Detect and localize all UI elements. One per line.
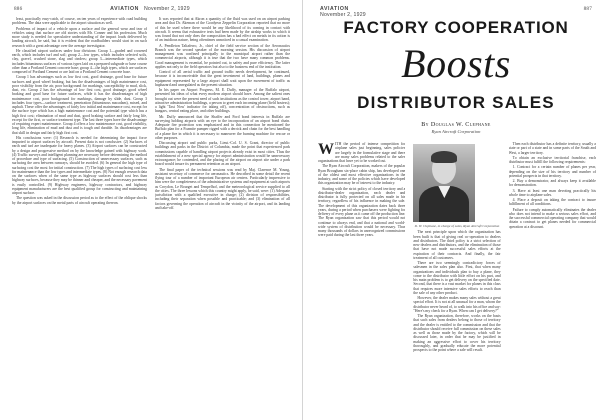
paragraph-text: A. Pendleton Taliaferro, Jr., chief of the field service section of the Aeronautics Branch was the second speaker of the morning session. His discussion of airport management was confined principally to the municipal airport rather than the commercial airports, although it is true that the two have many common problems. Good management is essential, he pointed out, to safety and pure efficiency. The latter applies not only to the field operators but also to the business end of the institution. — [155, 43, 290, 69]
paragraph — [318, 164, 405, 185]
text-column — [509, 142, 596, 416]
paragraph-text: Problems of impact of a vehicle upon a surface and the general wear and tear of vehicles using that surface are old stories with Mr. Conner and his profession. Much more study is needed for speculative understanding of the impact loads delivered by landing aircraft, he said, but it is evident that the roadbuilders would start in on such research with a great advantage over the average investigator. — [12, 26, 147, 48]
headline-line-3: DISTRIBUTOR SALES — [357, 93, 555, 112]
paragraph — [509, 165, 596, 178]
paragraph-text: The question was asked in the discussion period as to the effect of the oblique shocks by the airport surfaces on the metal parts of aircraft operating thereon. — [12, 196, 147, 205]
paragraph — [413, 314, 500, 352]
text-column — [12, 17, 147, 416]
paragraph — [155, 115, 290, 141]
running-head-date: November 2, 1929 — [320, 12, 366, 18]
paragraph — [509, 156, 596, 165]
paragraph-text: The Ryan organization, therefore, works on the basis that such sales from dealers belong to those of territory and the dealer is entitled to the commission and that the distributor should receive full commission on these sales as well as those made by the factory, which will be discussed later, in order that he may be justified in making an aggressive effort to cover his territory thoroughly, and gradually educate the more potential prospects to the point where a sale will result. — [413, 314, 501, 352]
paragraph-text: Starting with the strict policy of closed territory and a distributor-dealer organization, each dealer and distributor is fully protected on all sales made in his territory, regardless of his influence in making the sale. The development of this organization dates back three years, during a period when purchasers were fighting for delivery of every plane as it came off the production line. The Ryan organization saw that this period would not continue to always end, and that a national and world-wide system of distribution would be necessary. Thus many thousands of dollars in unrecognized commissions were paid during the last three years. — [318, 186, 406, 238]
paragraph-text: The Ryan Aircraft Corporation, makers of the popular Ryan Brougham six-place cabin ship, has developed one of the oldest and most effective organizations in the industry, and some of the policies which have developed this organization may be of interest to the industry. — [318, 164, 406, 186]
paragraph-text: He classified airport surfaces under four divisions: Group 1—graded and crowned earth, which includes turf and soil; group 2—low types, which includes selected soils, clay, gravel, crushed stone, slag and cinders; group 3—intermediate types, which includes bituminous surfaces of various types laid on a prepared subgrade or base course other than a Portland Cement concrete base; group 4—the high types, which are surfaces composed of Portland Cement or are laid on a Portland Cement concrete base. — [12, 48, 147, 74]
paragraph — [12, 49, 147, 75]
paragraph — [509, 198, 596, 207]
headline-line-2: Boosts — [401, 41, 511, 86]
paragraph-text: In his paper on Airport Progress, M. E. Duffy, manager of the Buffalo airport, presented his ideas of what every modern airport should have. Among the salient ones brought out were the present need of such institutions as the control tower, airport band, attractive administration buildings, a person to greet each incoming plane (field hostess); a light 'Taxi Now' indicator for taking off), concentration of obstructions, such as hangars, central eating place, and other buildings. — [155, 88, 290, 114]
running-head-date: November 2, 1929 — [143, 6, 190, 12]
paragraph-text: Failure to comply automatically eliminates the dealer who does not intend to make a serious sales effort, and the successful commercial operating company that would obtain a contract to get planes needed for commercial operation at a discount. — [508, 207, 596, 229]
paragraph-text: There are two seemingly contradictory forces of salesmen in the sales plan also. First, that when many organizations and individuals plan to buy a plane, they come to the distributor with little effort on his part, and his main problem is to get delivery on the specified date. Second, that there is a vast market for planes in this class that requires more intensive sales efforts to reach than the sale of any other product. — [413, 261, 501, 295]
paragraph — [155, 44, 290, 70]
drop-cap: W — [318, 142, 334, 158]
paragraph-text: It was reported that at Akron a quantity of the fluid was used on an airport parking area and that Dr. Akeman of the Goodyear Zeppelin Corporation reported that no more of this be used where there would be any likelihood of its coming in contact with aircraft. It seems that exhaustive tests had been made by the airship works to which it was found that not only does the composition has a bad effect on metals in its action is of an insidious nature, being oftentimes unnoticed in a casual examination. — [155, 17, 290, 43]
paragraph-text: His conclusions were: (1) Research is needed for determining the impact force imparted to airport surfaces by aircraft. Present data is not conclusive. (2) Surfaces of earth and turf are inadequate for heavy planes. (3) Airport surfaces can be constructed by a design and progressive method on by the knowledge gained with highway work. (4) Traffic surveys and intelligent planning are necessary before determining the method of procedure and type of surfacing. (5) Construction of unnecessary surfaces, such as surfacing the area between runways, should be avoided. (6) In general the high type of surfacing cost the most for initial construction. (7) The high types of surfacing cost less for maintenance than the low types and intermediate types. (8) Not enough research data on the surfaces when of the same type as highway surfaces should cost less than highway surfaces, because they may be thinner and cheaper, and the necessary pavement is easily controlled. (9) Highway engineers, highway contractors, and highway equipment manufacturers are the best qualified group for constructing and maintaining airport surface. — [12, 135, 147, 195]
photo-caption: D. W. Clephane, in charge of sales, Ryan Aircraft Corporation — [414, 224, 500, 228]
paragraph — [318, 187, 405, 238]
paragraph-text: Group 1 has advantages such as low first cost, good drainage, good base for future surfaces and good wheel braking, but has the disadvantages of high maintenance cost, poor visibility from the air, poor background for markings, susceptibility to mud, slick, dust, etc. Group 2 has the advantage of low first cost, good drainage, good wheel braking and good base for future surfaces, while it has the disadvantages of high maintenance cost, poor background for markings, damage by slide, dust. Group 3 includes four types—surface treatment, penetration (bituminous macadam), mixed, and asphalt. These offer the advantages of fairly low initial and maintenance cost, except for the surface type which has a high maintenance cost and the potential type which has a high first cost; elimination of mud and dust, good braking surface and fairly long life, except for the first, or surface treatment type. The last three types have the disadvantage of requiring expert maintenance. Group 4 offers a low maintenance cost, good visibility, long life, elimination of mud and dust and is tough and durable. Its disadvantages are that skill in design and fairly high first cost. — [12, 75, 147, 135]
paragraph — [509, 189, 596, 198]
paragraph — [12, 27, 147, 48]
text-column — [155, 17, 290, 416]
paragraph-text: least, practically easy-catch, of course, on ten years of experience with road building problems. The data were applicable to the airport situation as well. — [12, 17, 147, 26]
paragraph-text: The next principle upon which the organization has been built is that of giving real co-operation to dealers and distributors. The third policy is a strict selection of new dealers and distributors, and the elimination of those that have not made successful sales efforts at the expiration of their contracts. And finally, the fair treatment of all customers. — [413, 230, 501, 260]
paragraph — [155, 88, 290, 114]
paragraph-text: ITH the period of intense competition for airplane sales just beginning, sales policies are largely in the formulative stage and there are many sales problems related to the sales organizations that have yet to be worked out. — [318, 142, 406, 163]
right-text-columns — [318, 142, 596, 416]
paragraph-text: Control of all aerial traffic and ground traffic needs development, he continued, because it is inconceivable that the great investment of land, buildings, planes and equipment represented by a large airport shall wait upon the movement of traffic as haphazard and unregulated as the present situation. — [155, 70, 290, 87]
page-gutter — [302, 0, 303, 420]
paragraph — [509, 142, 596, 155]
paragraph-text: The final paper of the technical sessions was read by Maj. Clarence M. Young, assistant secretary of commerce for aeronautics. He described in some detail the recent flying tour of a number of important European air centers. Particularly impressive to him were the completeness of the administrative systems and equipment at such airports as Croydon, Le Bourget and Tempelhof, and the meteorological service supplied to all the cities. The three lessons which this country might apply, he said, were: (1) Adequate jurisdiction with a qualified executive in charge; (2) division of responsibilities, including their separation when possible and practicable; and (3) elimination of all factors governing the operation of aircraft in the vicinity of the airport, and its landing and take-off. — [155, 167, 290, 210]
author-photo — [413, 144, 475, 222]
paragraph — [12, 75, 147, 135]
left-text-columns — [12, 17, 290, 416]
headline-line-1: FACTORY COOPERATION — [343, 18, 569, 37]
paragraph-text: Then each distributor has a definite territory, usually a state or part of a state and in some parts of the South and West, a larger territory. — [508, 142, 596, 155]
paragraph — [509, 179, 596, 188]
page-number-left: 886 — [14, 6, 23, 12]
paragraph-text: 2. Buy a demonstrator, and always keep it available for demonstration. — [508, 179, 596, 188]
paragraph-text: 3. Have at least one man devoting practically his whole time to airplane sales. — [508, 188, 596, 197]
paragraph-text: Discussing airport and public parks, Lieut.-Col. U. S. Grant, director of public buildings and parks in the District of Columbia, made the point that experienced park commissions capable of handling airport projects already exist in most cities. Thus the establishment of a new special agency for airport administration would be unnecessary extravagance; he contended, and the placing of the airport on airport site under a park board would insure its permanent retention as an airport. — [155, 141, 290, 167]
paragraph — [12, 136, 147, 196]
running-head-right — [320, 6, 366, 18]
text-column — [413, 142, 500, 416]
left-page — [0, 0, 300, 420]
paragraph — [413, 230, 500, 260]
paragraph-text: 1. Contract for a certain number of planes per year, depending on the size of his territory and number of potential prospects in that territory. — [508, 165, 596, 178]
paragraph — [509, 208, 596, 229]
paragraph — [12, 17, 147, 26]
byline-affiliation: Ryan Aircraft Corporation — [431, 129, 481, 134]
page-number-right: 887 — [583, 6, 592, 12]
paragraph-text: Mr. Duffy announced that the Shaffer and Ford bond interests in Buffalo are surveying holding airports with an eye to the incorporation of an airport bond chain. Adequate fire protection was emphasized and in this connection he mentioned the Buffalo plan for a Foamite pumper rigged with a derrick and chain for the best handling of a plane fire in which it is necessary to maneuver the burning machine for rescue or other purposes. — [155, 114, 290, 140]
paragraph-text: To obtain an exclusive territorial franchise, each distributor must fulfill the following requirements: — [508, 155, 596, 164]
paragraph — [155, 70, 290, 87]
paragraph-text: However, the dealer makes many sales without a great special effort. It is not at all unusual for a man, whom the distributor never heard of, to walk into his office and say: "Here's my check for a Ryan. When can I get delivery?" — [413, 296, 501, 313]
paragraph — [318, 142, 405, 163]
byline: By Douglas W. Clephane — [421, 122, 491, 128]
paragraph — [413, 296, 500, 313]
right-page — [306, 0, 606, 420]
paragraph — [155, 168, 290, 211]
running-head-left — [0, 6, 300, 12]
paragraph — [413, 261, 500, 295]
paragraph — [155, 17, 290, 43]
paragraph — [12, 196, 147, 205]
running-head-magazine: AVIATION — [110, 6, 139, 12]
text-column — [318, 142, 405, 416]
running-head-magazine: AVIATION — [320, 6, 349, 12]
paragraph-text: 4. Place a deposit on taking the contract to insure fulfillment of all conditions. — [508, 198, 596, 207]
paragraph — [155, 141, 290, 167]
